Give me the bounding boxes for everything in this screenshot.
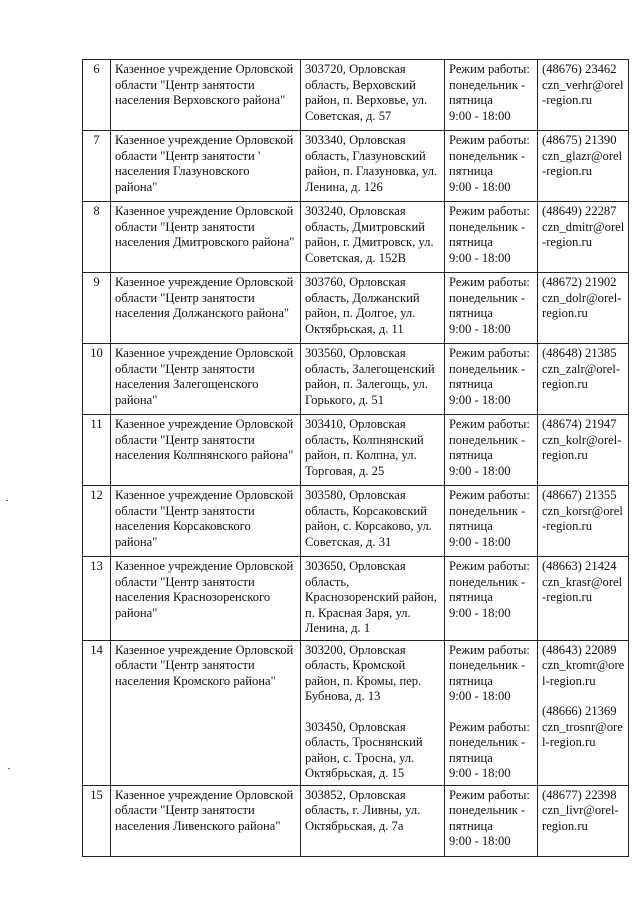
- contact-cell: [538, 273, 629, 344]
- contact-text: (48666) 21369 czn_trosnr@ore l-region.ru: [542, 704, 623, 749]
- address-cell: [301, 131, 445, 202]
- organization-name: Казенное учреждение Орловской области "Центр занятости населения Дмитровского района": [115, 204, 295, 249]
- hours-text: Режим работы: понедельник - пятница 9:00 - 18:00: [449, 62, 530, 123]
- address-cell: [301, 60, 445, 131]
- contact-text: (48663) 21424 czn_krasr@orel -region.ru: [542, 559, 623, 604]
- organization-name: Казенное учреждение Орловской области "Центр занятости населения Колпнянского района": [115, 417, 294, 462]
- row-number: 7: [83, 131, 111, 202]
- contact-text: (48675) 21390 czn_glazr@orel -region.ru: [542, 133, 623, 178]
- row-number: 14: [83, 640, 111, 785]
- organization-name: Казенное учреждение Орловской области "Центр занятости населения Краснозоренского района": [115, 559, 294, 620]
- hours-cell: [445, 785, 538, 856]
- contact-cell: [538, 640, 629, 785]
- hours-cell: [445, 640, 538, 785]
- organization-cell: [111, 202, 301, 273]
- hours-text: Режим работы: понедельник - пятница 9:00 - 18:00: [449, 417, 530, 478]
- address-text: 303200, Орловская область, Кромской район, п. Кромы, пер. Бубнова, д. 13: [305, 642, 422, 703]
- organization-name: Казенное учреждение Орловской области "Центр занятости населения Верховского района": [115, 62, 294, 107]
- organization-cell: [111, 486, 301, 557]
- organization-cell: [111, 785, 301, 856]
- address-cell: [301, 640, 445, 785]
- organization-cell: [111, 557, 301, 641]
- address-text: 303560, Орловская область, Залегощенский район, п. Залегощь, ул. Горького, д. 51: [305, 346, 435, 407]
- table-row: [83, 785, 629, 856]
- table-body: [83, 60, 629, 857]
- hours-text: Режим работы: понедельник - пятница 9:00 - 18:00: [449, 719, 530, 780]
- hours-cell: [445, 273, 538, 344]
- hours-text: Режим работы: понедельник - пятница 9:00 - 18:00: [449, 275, 530, 336]
- address-cell: [301, 557, 445, 641]
- address-cell: [301, 202, 445, 273]
- row-number: 6: [83, 60, 111, 131]
- row-number: 12: [83, 486, 111, 557]
- table-row: [83, 640, 629, 785]
- address-cell: [301, 273, 445, 344]
- address-text: 303340, Орловская область, Глазуновский район, п. Глазуновка, ул. Ленина, д. 126: [305, 133, 438, 194]
- contact-cell: [538, 557, 629, 641]
- organization-name: Казенное учреждение Орловской области "Центр занятости населения Корсаковского района": [115, 488, 294, 549]
- contact-text: (48676) 23462 czn_verhr@orel -region.ru: [542, 62, 624, 107]
- hours-text: Режим работы: понедельник - пятница 9:00 - 18:00: [449, 642, 530, 703]
- hours-text: Режим работы: понедельник - пятница 9:00 - 18:00: [449, 787, 530, 848]
- contact-cell: [538, 344, 629, 415]
- address-cell: [301, 344, 445, 415]
- contact-text: (48667) 21355 czn_korsr@orel -region.ru: [542, 488, 623, 533]
- row-number: 8: [83, 202, 111, 273]
- table-row: [83, 60, 629, 131]
- contact-cell: [538, 415, 629, 486]
- table-row: [83, 202, 629, 273]
- row-number: 10: [83, 344, 111, 415]
- table-row: [83, 557, 629, 641]
- address-text: 303760, Орловская область, Должанский район, п. Долгое, ул. Октябрьская, д. 11: [305, 275, 420, 336]
- contact-text: (48649) 22287 czn_dmitr@orel -region.ru: [542, 204, 625, 249]
- address-text: 303580, Орловская область, Корсаковский район, с. Корсаково, ул. Советская, д. 31: [305, 488, 432, 549]
- address-cell: [301, 785, 445, 856]
- contact-cell: [538, 60, 629, 131]
- organization-cell: [111, 273, 301, 344]
- contact-cell: [538, 131, 629, 202]
- contact-text: (48643) 22089 czn_kromr@ore l-region.ru: [542, 642, 625, 688]
- hours-cell: [445, 557, 538, 641]
- employment-centers-table: [82, 59, 629, 857]
- contact-text: (48674) 21947 czn_kolr@orel- region.ru: [542, 417, 622, 462]
- table-row: [83, 131, 629, 202]
- hours-cell: [445, 60, 538, 131]
- organization-cell: [111, 640, 301, 785]
- table-row: [83, 344, 629, 415]
- hours-cell: [445, 344, 538, 415]
- address-text: 303410, Орловская область, Колпнянский район, п. Колпна, ул. Торговая, д. 25: [305, 417, 424, 478]
- row-number: 15: [83, 785, 111, 856]
- hours-text: Режим работы: понедельник - пятница 9:00 - 18:00: [449, 346, 530, 407]
- row-number: 11: [83, 415, 111, 486]
- hours-cell: [445, 202, 538, 273]
- contact-cell: [538, 202, 629, 273]
- address-text: 303650, Орловская область, Краснозоренский район, п. Красная Заря, ул. Ленина, д. 1: [305, 559, 437, 635]
- contact-cell: [538, 486, 629, 557]
- organization-name: Казенное учреждение Орловской области "Центр занятости населения Должанского района": [115, 275, 294, 320]
- row-number: 9: [83, 273, 111, 344]
- hours-cell: [445, 415, 538, 486]
- contact-text: (48672) 21902 czn_dolr@orel- region.ru: [542, 275, 622, 320]
- table-row: [83, 486, 629, 557]
- organization-cell: [111, 344, 301, 415]
- address-text: 303450, Орловская область, Троснянский район, с. Тросна, ул. Октябрьская, д. 15: [305, 719, 423, 780]
- row-number: 13: [83, 557, 111, 641]
- organization-name: Казенное учреждение Орловской области "Центр занятости ' населения Глазуновского района": [115, 133, 294, 194]
- hours-cell: [445, 486, 538, 557]
- organization-cell: [111, 415, 301, 486]
- organization-name: Казенное учреждение Орловской области "Центр занятости населения Залегощенского района": [115, 346, 294, 407]
- hours-cell: [445, 131, 538, 202]
- contact-cell: [538, 785, 629, 856]
- address-text: 303720, Орловская область, Верховский район, п. Верховье, ул. Советская, д. 57: [305, 62, 428, 123]
- organization-name: Казенное учреждение Орловской области "Центр занятости населения Ливенского района": [115, 787, 294, 833]
- address-text: 303852, Орловская область, г. Ливны, ул. Октябрьская, д. 7а: [305, 787, 421, 833]
- scan-speck: [6, 500, 8, 501]
- hours-text: Режим работы: понедельник - пятница 9:00 - 18:00: [449, 204, 530, 265]
- address-cell: [301, 486, 445, 557]
- address-text: 303240, Орловская область, Дмитровский район, г. Дмитровск, ул. Советская, д. 152В: [305, 204, 434, 265]
- scan-speck: [8, 768, 10, 769]
- contact-text: (48648) 21385 czn_zalr@orel- region.ru: [542, 346, 621, 391]
- organization-name: Казенное учреждение Орловской области "Центр занятости населения Кромского района": [115, 642, 294, 688]
- hours-text: Режим работы: понедельник - пятница 9:00 - 18:00: [449, 488, 530, 549]
- hours-text: Режим работы: понедельник - пятница 9:00 - 18:00: [449, 133, 530, 194]
- address-cell: [301, 415, 445, 486]
- contact-text: (48677) 22398 czn_livr@orel- region.ru: [542, 787, 619, 833]
- hours-text: Режим работы: понедельник - пятница 9:00 - 18:00: [449, 559, 530, 620]
- organization-cell: [111, 60, 301, 131]
- organization-cell: [111, 131, 301, 202]
- table-row: [83, 273, 629, 344]
- table-row: [83, 415, 629, 486]
